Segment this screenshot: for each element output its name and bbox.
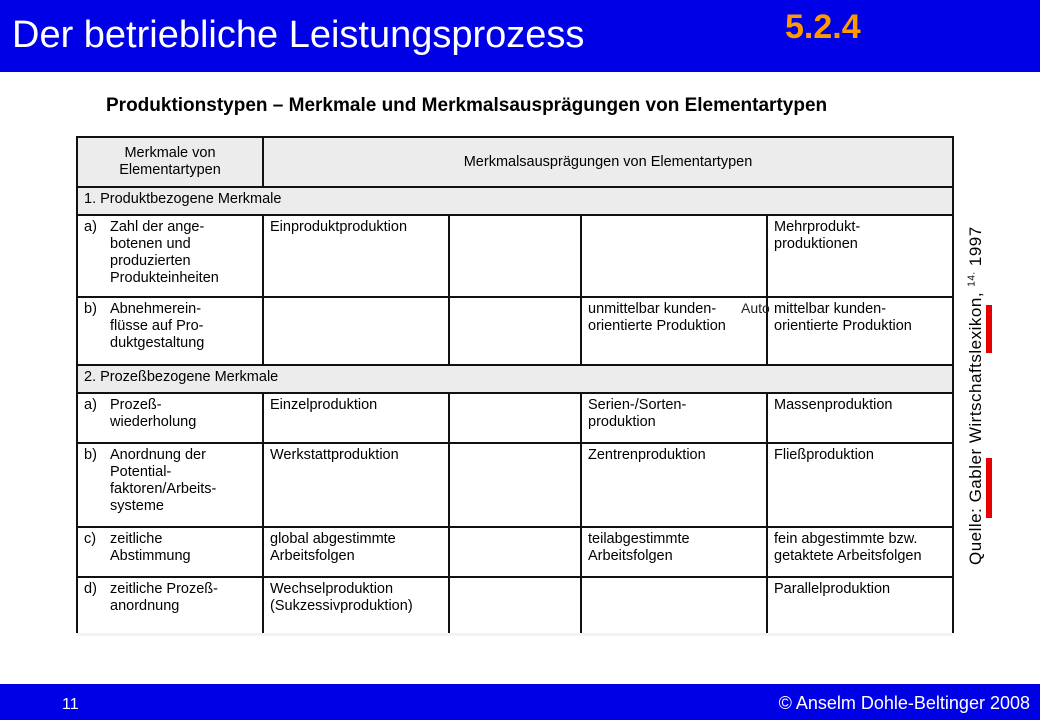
table-cell xyxy=(449,443,581,527)
accent-bar-top xyxy=(986,305,992,353)
table-cell xyxy=(449,215,581,297)
table-cell: Parallelproduktion xyxy=(767,577,953,633)
table-cell xyxy=(449,393,581,443)
row-label: b) Anordnung der Potential- faktoren/Arbeits- systeme xyxy=(77,443,263,527)
table-cell: global abgestimmte Arbeitsfolgen xyxy=(263,527,449,577)
table-cell xyxy=(581,577,767,633)
row-label: a) Zahl der ange- botenen und produzierten Produkteinheiten xyxy=(77,215,263,297)
table-cell: fein abgestimmte bzw. getaktete Arbeitsfolgen xyxy=(767,527,953,577)
table-cell xyxy=(449,527,581,577)
table-cell: Fließproduktion xyxy=(767,443,953,527)
table-cell: teilabgestimmte Arbeitsfolgen xyxy=(581,527,767,577)
table-row xyxy=(77,577,953,633)
table-cell xyxy=(449,297,581,365)
row-label: a) Prozeß- wiederholung xyxy=(77,393,263,443)
table-cell xyxy=(449,577,581,633)
document-title: Produktionstypen – Merkmale und Merkmalsausprägungen von Elementartypen xyxy=(106,95,828,116)
row-label: b) Abnehmerein- flüsse auf Pro- duktgestaltung xyxy=(77,297,263,365)
header-auspraegungen: Merkmalsausprägungen von Elementartypen xyxy=(263,137,953,187)
table-row xyxy=(77,393,953,443)
production-types-table xyxy=(76,136,952,636)
table-cell: Massenproduktion xyxy=(767,393,953,443)
table-cell: Einzelproduktion xyxy=(263,393,449,443)
section-process-related: 2. Prozeßbezogene Merkmale xyxy=(77,365,953,393)
header-bar xyxy=(0,0,1040,72)
table-cell: Serien-/Sorten- produktion xyxy=(581,393,767,443)
row-label: d) zeitliche Prozeß- anordnung xyxy=(77,577,263,633)
table-row xyxy=(77,215,953,297)
table-cell xyxy=(581,215,767,297)
table-cell xyxy=(263,297,449,365)
table-cell: Wechselproduktion (Sukzessivproduktion) xyxy=(263,577,449,633)
table-row xyxy=(77,527,953,577)
copyright-notice: © Anselm Dohle-Beltinger 2008 xyxy=(778,693,1030,713)
table-cell: Einproduktproduktion xyxy=(263,215,449,297)
table-cell: Werkstattproduktion xyxy=(263,443,449,527)
footer-bar xyxy=(0,684,1040,720)
page-number: 11 xyxy=(62,696,79,713)
row-label: c) zeitliche Abstimmung xyxy=(77,527,263,577)
table-cell: Mehrprodukt- produktionen xyxy=(767,215,953,297)
table-cell: mittelbar kunden- orientierte Produktion xyxy=(767,297,953,365)
source-citation: Quelle: Gabler Wirtschaftslexikon, $^{14.}$ 1997 xyxy=(966,226,985,565)
table-row xyxy=(77,297,953,365)
table-cell: Zentrenproduktion xyxy=(581,443,767,527)
section-product-related: 1. Produktbezogene Merkmale xyxy=(77,187,953,215)
table-cell: unmittelbar kunden- orientierte Produktion xyxy=(581,297,767,365)
header-merkmale: Merkmale von Elementartypen xyxy=(77,137,263,187)
section-number: 5.2.4 xyxy=(785,8,861,46)
slide-title: Der betriebliche Leistungsprozess xyxy=(12,14,585,56)
auto-label: Auto xyxy=(741,300,770,316)
accent-bar-bottom xyxy=(986,458,992,518)
table-row xyxy=(77,443,953,527)
